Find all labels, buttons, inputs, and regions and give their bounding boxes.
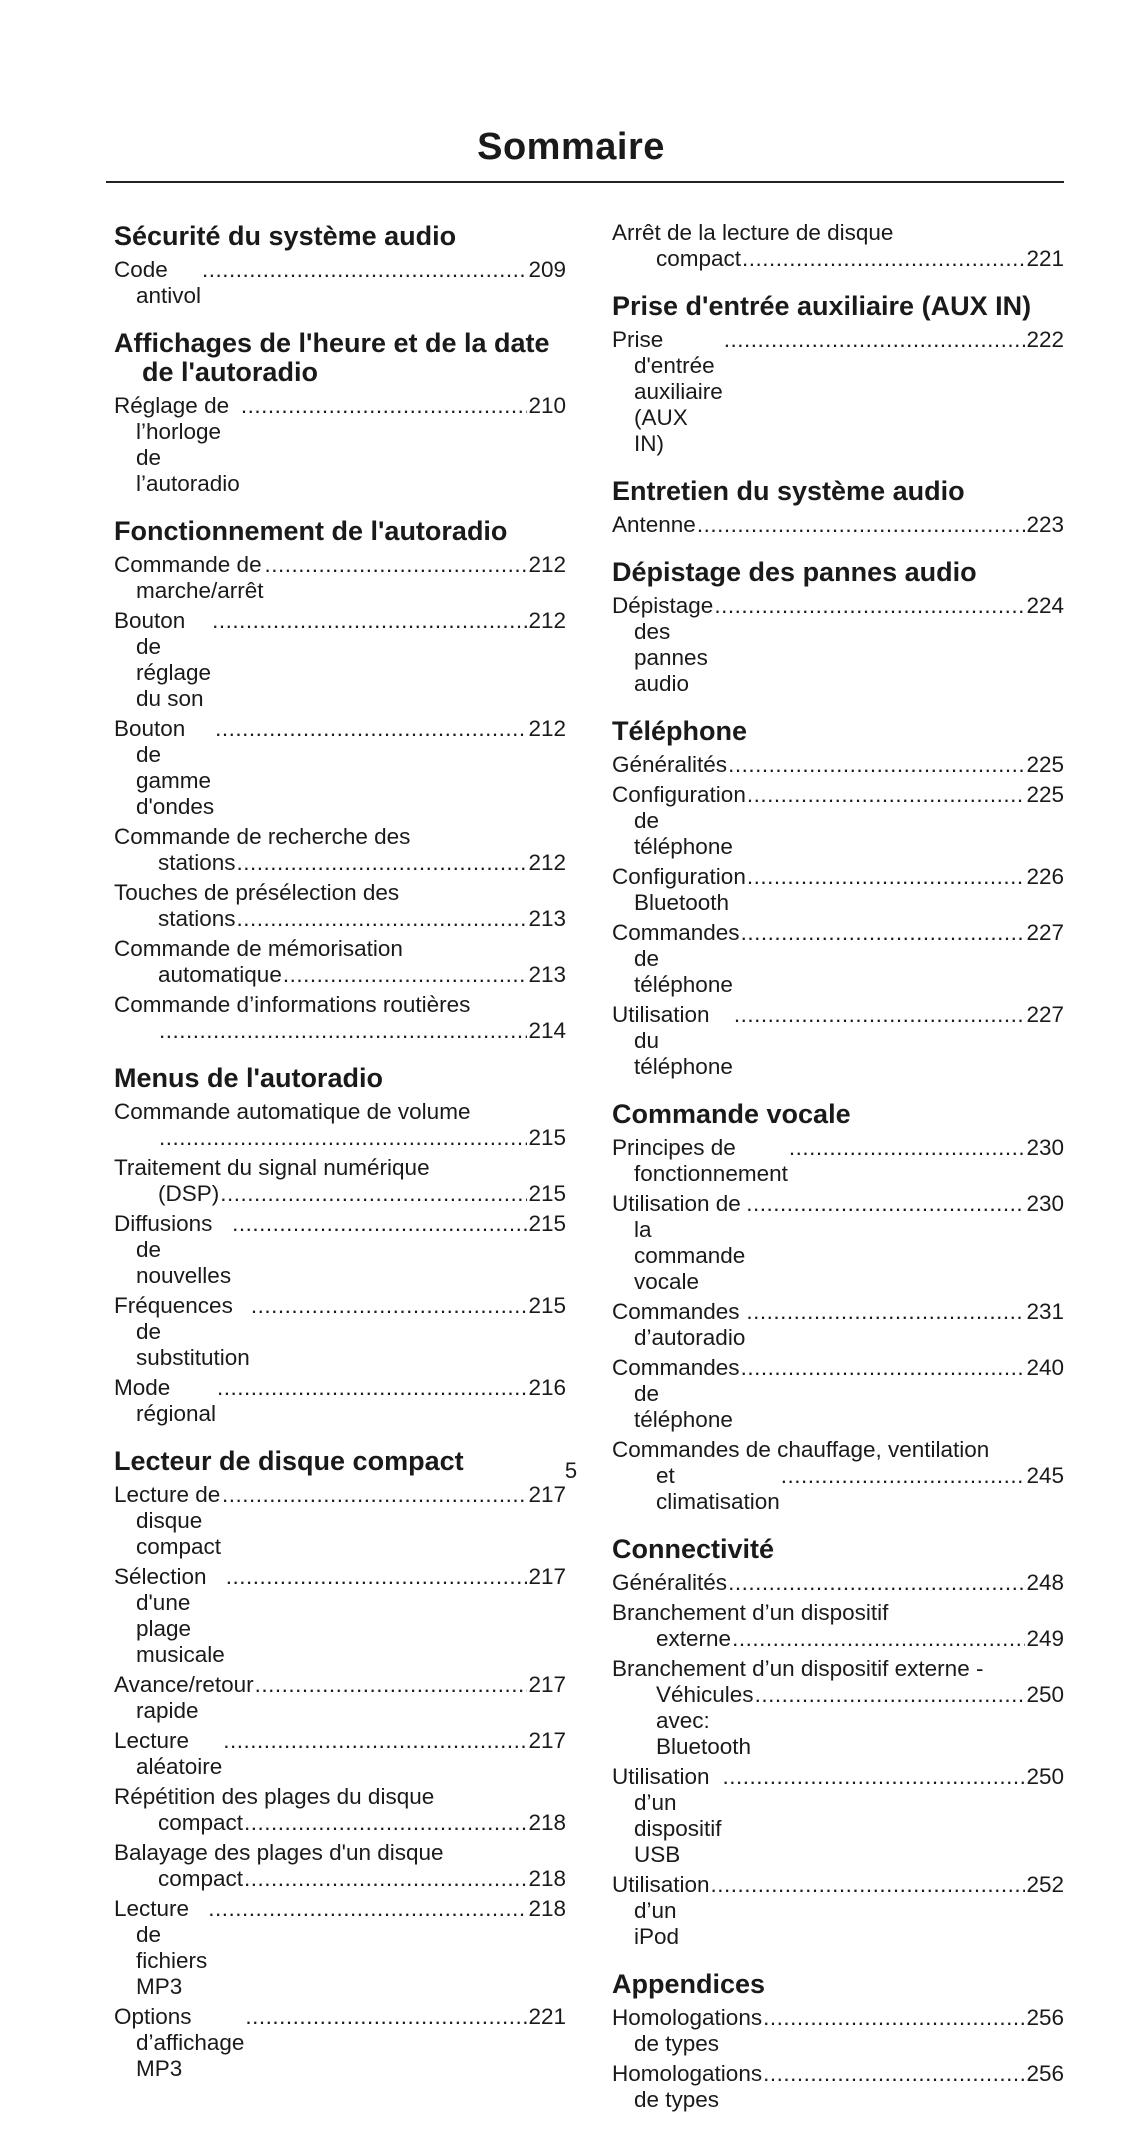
dot-leader	[237, 906, 528, 932]
entry-title: Principes de fonctionnement	[612, 1135, 788, 1186]
toc-entry[interactable]	[114, 992, 566, 1044]
section-heading: Entretien du système audio	[612, 476, 965, 506]
toc-entry[interactable]	[612, 1656, 1064, 1760]
toc-section	[612, 477, 1064, 538]
entry-title: Lecture de fichiers MP3	[114, 1896, 208, 1999]
toc-entry[interactable]	[612, 1299, 1064, 1351]
toc-section	[612, 220, 1064, 272]
dot-leader	[763, 2005, 1025, 2031]
section-heading: Sécurité du système audio	[114, 221, 457, 251]
entry-title: Commandes de téléphone	[612, 1355, 740, 1432]
section-heading: Lecteur de disque compact	[114, 1446, 464, 1476]
dot-leader	[728, 752, 1025, 778]
entry-title: Commande d’informations routières	[114, 992, 471, 1017]
dot-leader	[223, 1728, 527, 1754]
entry-title: Fréquences de substitution	[114, 1293, 250, 1370]
section-heading: Prise d'entrée auxiliaire (AUX IN)	[612, 291, 1032, 321]
dot-leader	[747, 864, 1026, 890]
entry-page-number: 215	[528, 1293, 566, 1318]
dot-leader	[159, 1125, 527, 1151]
entry-page-number: 215	[528, 1181, 566, 1206]
toc-entry[interactable]	[612, 1600, 1064, 1652]
entry-title: Homologations de types	[612, 2061, 763, 2112]
dot-leader	[697, 512, 1026, 538]
toc-entry[interactable]	[114, 1840, 566, 1892]
entry-title: Utilisation d’un dispositif USB	[612, 1764, 722, 1867]
entry-title: Configuration de téléphone	[612, 782, 746, 859]
entry-title: Utilisation d’un iPod	[612, 1872, 710, 1949]
toc-right-column	[612, 220, 1064, 2133]
toc-entry[interactable]	[114, 1099, 566, 1151]
entry-title: Commandes de chauffage, ventilation	[612, 1437, 990, 1462]
toc-section	[612, 1535, 1064, 1950]
entry-title-continued: stations	[158, 906, 236, 931]
dot-leader	[732, 1626, 1025, 1652]
entry-page-number: 212	[528, 552, 566, 577]
section-heading: Commande vocale	[612, 1099, 851, 1129]
toc-entry[interactable]	[114, 393, 566, 497]
entry-title: Commande de marche/arrêt	[114, 552, 264, 603]
toc-section	[114, 222, 566, 309]
entry-title: Utilisation de la commande vocale	[612, 1191, 746, 1294]
entry-title: Options d’affichage MP3	[114, 2004, 245, 2081]
entry-title: Antenne	[612, 512, 696, 537]
toc-section	[612, 292, 1064, 457]
toc-entry[interactable]	[114, 936, 566, 988]
toc-section	[114, 1447, 566, 2082]
toc-entry[interactable]	[612, 1191, 1064, 1295]
toc-entry[interactable]	[612, 2005, 1064, 2057]
toc-entry[interactable]	[114, 716, 566, 820]
entry-title-continued: (DSP)	[158, 1181, 220, 1206]
entry-title: Généralités	[612, 752, 728, 777]
dot-leader	[244, 1866, 527, 1892]
entry-title-continued: compact	[158, 1810, 244, 1835]
entry-page-number: 240	[1026, 1355, 1064, 1380]
toc-entry[interactable]	[114, 1896, 566, 2000]
dot-leader	[232, 1211, 527, 1237]
toc-entry[interactable]	[114, 1784, 566, 1836]
entry-title: Homologations de types	[612, 2005, 763, 2056]
dot-leader	[724, 327, 1026, 353]
toc-entry[interactable]	[114, 1293, 566, 1371]
entry-title-continued: stations	[158, 850, 236, 875]
toc-entry[interactable]	[612, 782, 1064, 860]
toc-section	[114, 517, 566, 1044]
dot-leader	[208, 1896, 527, 1922]
toc-section	[612, 717, 1064, 1080]
toc-entry[interactable]	[114, 1211, 566, 1289]
entry-page-number: 256	[1026, 2061, 1064, 2086]
entry-title: Branchement d’un dispositif	[612, 1600, 889, 1625]
entry-page-number: 209	[528, 257, 566, 282]
page-number: 5	[564, 1458, 578, 1483]
toc-entry[interactable]	[612, 1135, 1064, 1187]
toc-entry[interactable]	[612, 1764, 1064, 1868]
dot-leader	[265, 552, 528, 578]
entry-page-number: 226	[1026, 864, 1064, 889]
dot-leader	[746, 1191, 1025, 1217]
entry-page-number: 218	[528, 1896, 566, 1921]
section-heading: Connectivité	[612, 1534, 775, 1564]
entry-page-number: 212	[528, 716, 566, 741]
dot-leader	[220, 1181, 527, 1207]
entry-page-number: 250	[1026, 1764, 1064, 1789]
entry-page-number: 221	[528, 2004, 566, 2029]
dot-leader	[241, 393, 528, 419]
toc-entry[interactable]	[612, 2061, 1064, 2113]
toc-entry[interactable]	[612, 1002, 1064, 1080]
dot-leader	[741, 1355, 1026, 1381]
dot-leader	[746, 1299, 1025, 1325]
dot-leader	[741, 920, 1026, 946]
entry-page-number: 252	[1026, 1872, 1064, 1897]
entry-title: Configuration Bluetooth	[612, 864, 746, 915]
entry-page-number: 217	[528, 1728, 566, 1753]
toc-entry[interactable]	[612, 327, 1064, 457]
entry-page-number: 212	[528, 850, 566, 875]
dot-leader	[226, 1564, 528, 1590]
toc-section	[114, 1064, 566, 1427]
toc-entry[interactable]	[114, 1672, 566, 1724]
title-divider	[106, 181, 1064, 183]
toc-section	[612, 558, 1064, 697]
entry-page-number: 245	[1026, 1463, 1064, 1488]
entry-title: Commande de recherche des	[114, 824, 411, 849]
dot-leader	[755, 1682, 1026, 1708]
toc-entry[interactable]	[612, 1872, 1064, 1950]
entry-title: Généralités	[612, 1570, 728, 1595]
entry-page-number: 227	[1026, 1002, 1064, 1027]
dot-leader	[244, 1810, 527, 1836]
entry-title: Mode régional	[114, 1375, 217, 1426]
dot-leader	[734, 1002, 1026, 1028]
toc-section	[612, 1100, 1064, 1515]
entry-title: Diffusions de nouvelles	[114, 1211, 232, 1288]
entry-page-number: 225	[1026, 782, 1064, 807]
entry-page-number: 217	[528, 1482, 566, 1507]
toc-entry[interactable]	[612, 920, 1064, 998]
toc-entry[interactable]	[612, 220, 1064, 272]
entry-page-number: 224	[1026, 593, 1064, 618]
entry-title: Bouton de gamme d'ondes	[114, 716, 215, 819]
entry-page-number: 249	[1026, 1626, 1064, 1651]
entry-title: Commande automatique de volume	[114, 1099, 471, 1124]
toc-entry[interactable]	[612, 1355, 1064, 1433]
dot-leader	[763, 2061, 1025, 2087]
section-heading: Affichages de l'heure et de la date de l'autoradio	[114, 328, 550, 387]
entry-page-number: 218	[528, 1866, 566, 1891]
entry-page-number: 222	[1026, 327, 1064, 352]
section-heading: Fonctionnement de l'autoradio	[114, 516, 508, 546]
dot-leader	[742, 246, 1025, 272]
entry-title: Touches de présélection des	[114, 880, 400, 905]
entry-title-continued: Véhicules avec: Bluetooth	[656, 1682, 754, 1759]
toc-section	[114, 329, 566, 497]
entry-page-number: 217	[528, 1672, 566, 1697]
entry-title: Bouton de réglage du son	[114, 608, 212, 711]
dot-leader	[251, 1293, 528, 1319]
entry-page-number: 223	[1026, 512, 1064, 537]
entry-title: Prise d'entrée auxiliaire (AUX IN)	[612, 327, 723, 456]
dot-leader	[215, 716, 527, 742]
toc-entry[interactable]	[114, 608, 566, 712]
entry-page-number: 250	[1026, 1682, 1064, 1707]
entry-page-number: 221	[1026, 246, 1064, 271]
entry-title: Dépistage des pannes audio	[612, 593, 714, 696]
entry-title-continued: compact	[656, 246, 742, 271]
entry-page-number: 213	[528, 962, 566, 987]
entry-title-continued: externe	[656, 1626, 732, 1651]
dot-leader	[723, 1764, 1026, 1790]
entry-page-number: 230	[1026, 1135, 1064, 1160]
entry-title-continued: compact	[158, 1866, 244, 1891]
toc-entry[interactable]	[612, 1570, 1064, 1596]
entry-page-number: 210	[528, 393, 566, 418]
entry-title: Traitement du signal numérique	[114, 1155, 430, 1180]
entry-title: Branchement d’un dispositif externe -	[612, 1656, 984, 1681]
toc-entry[interactable]	[612, 512, 1064, 538]
entry-page-number: 248	[1026, 1570, 1064, 1595]
toc-entry[interactable]	[114, 824, 566, 876]
dot-leader	[255, 1672, 528, 1698]
entry-title: Commandes d’autoradio	[612, 1299, 746, 1350]
entry-page-number: 231	[1026, 1299, 1064, 1324]
toc-entry[interactable]	[114, 1482, 566, 1560]
entry-title-continued: et climatisation	[656, 1463, 780, 1514]
dot-leader	[217, 1375, 527, 1401]
entry-page-number: 225	[1026, 752, 1064, 777]
entry-title-continued: automatique	[158, 962, 282, 987]
dot-leader	[237, 850, 528, 876]
section-heading: Menus de l'autoradio	[114, 1063, 383, 1093]
entry-page-number: 217	[528, 1564, 566, 1589]
entry-title: Réglage de l’horloge de l’autoradio	[114, 393, 240, 496]
toc-entry[interactable]	[114, 257, 566, 309]
dot-leader	[202, 257, 527, 283]
toc-section	[612, 1970, 1064, 2113]
entry-page-number: 230	[1026, 1191, 1064, 1216]
toc-entry[interactable]	[114, 2004, 566, 2082]
entry-page-number: 218	[528, 1810, 566, 1835]
entry-page-number: 214	[528, 1018, 566, 1043]
section-heading: Appendices	[612, 1969, 766, 1999]
dot-leader	[283, 962, 528, 988]
toc-entry[interactable]	[612, 864, 1064, 916]
toc-entry[interactable]	[114, 1155, 566, 1207]
entry-title: Balayage des plages d'un disque	[114, 1840, 444, 1865]
dot-leader	[222, 1482, 527, 1508]
dot-leader	[789, 1135, 1026, 1161]
entry-title: Utilisation du téléphone	[612, 1002, 733, 1079]
entry-page-number: 212	[528, 608, 566, 633]
toc-entry[interactable]	[114, 1564, 566, 1668]
toc-entry[interactable]	[114, 1375, 566, 1427]
entry-page-number: 213	[528, 906, 566, 931]
entry-title: Avance/retour rapide	[114, 1672, 254, 1723]
dot-leader	[212, 608, 527, 634]
dot-leader	[714, 593, 1025, 619]
entry-title: Commandes de téléphone	[612, 920, 740, 997]
toc-entry[interactable]	[612, 752, 1064, 778]
toc-entry[interactable]	[114, 880, 566, 932]
entry-page-number: 215	[528, 1211, 566, 1236]
entry-page-number: 256	[1026, 2005, 1064, 2030]
toc-left-column	[114, 222, 566, 2102]
dot-leader	[245, 2004, 527, 2030]
dot-leader	[159, 1018, 527, 1044]
dot-leader	[728, 1570, 1025, 1596]
entry-title: Lecture aléatoire	[114, 1728, 223, 1779]
entry-page-number: 216	[528, 1375, 566, 1400]
section-heading: Téléphone	[612, 716, 748, 746]
toc-entry[interactable]	[114, 1728, 566, 1780]
entry-title: Arrêt de la lecture de disque	[612, 220, 894, 245]
section-heading: Dépistage des pannes audio	[612, 557, 977, 587]
entry-title: Sélection d'une plage musicale	[114, 1564, 225, 1667]
entry-title: Lecture de disque compact	[114, 1482, 222, 1559]
dot-leader	[711, 1872, 1026, 1898]
toc-entry[interactable]	[114, 552, 566, 604]
page-title: Sommaire	[477, 126, 665, 168]
toc-entry[interactable]	[612, 593, 1064, 697]
entry-title: Répétition des plages du disque	[114, 1784, 435, 1809]
entry-title: Commande de mémorisation	[114, 936, 403, 961]
entry-title: Code antivol	[114, 257, 202, 308]
entry-page-number: 215	[528, 1125, 566, 1150]
entry-page-number: 227	[1026, 920, 1064, 945]
dot-leader	[747, 782, 1026, 808]
